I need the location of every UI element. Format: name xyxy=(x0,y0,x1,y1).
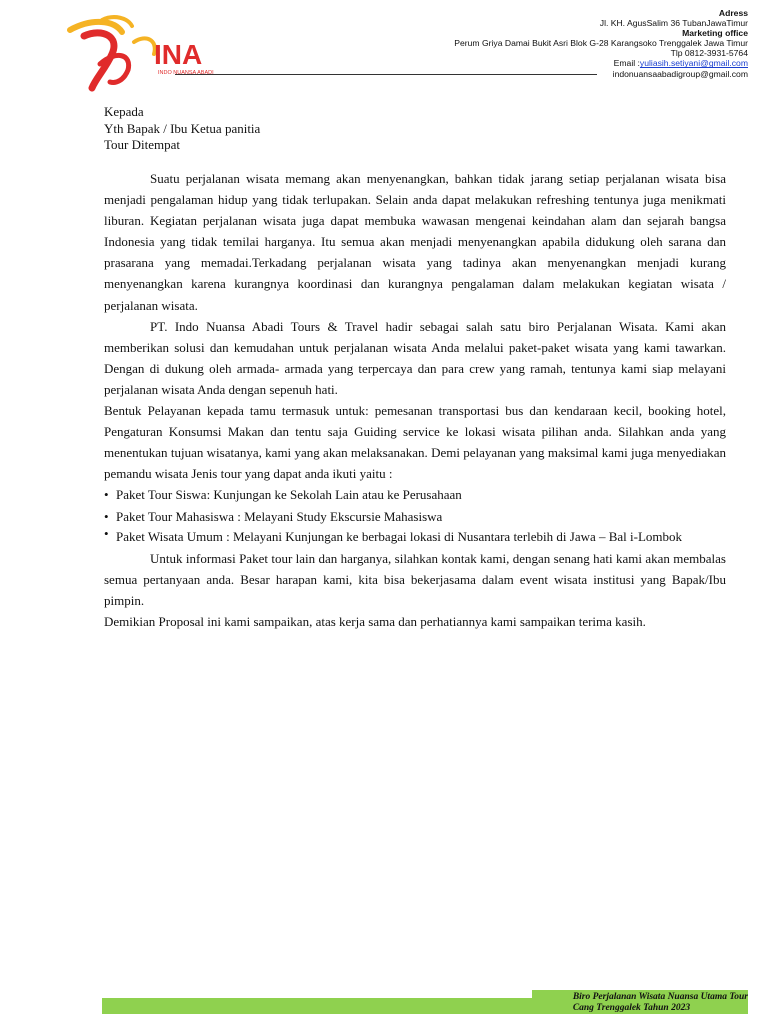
package-label: Paket Tour Siswa: Kunjungan ke Sekolah Lain atau ke Perusahaan xyxy=(116,487,462,503)
email-prefix: Email : xyxy=(613,58,640,69)
bullet-icon: • xyxy=(104,508,109,524)
company-logo xyxy=(62,14,232,92)
list-item xyxy=(104,506,726,527)
salutation-line-1: Kepada xyxy=(104,104,144,119)
salutation xyxy=(104,104,260,154)
tour-package-list xyxy=(104,484,726,547)
footer-line-2: Cang Trenggalek Tahun 2023 xyxy=(572,1003,691,1013)
paragraph-services: Bentuk Pelayanan kepada tamu termasuk untuk: pemesanan transportasi bus dan kendaraan kecil, booking hotel, Pengaturan Konsumsi Makan dan tentu saja Guiding service ke lokasi wisata pilihan anda. Silahkan anda yang menentukan tujuan wisatanya, kami yang akan melaksanakan. Demi pelayanan yang maksimal kami juga menyediakan pemandu wisata Jenis tour yang dapat anda ikuti yaitu : xyxy=(104,403,726,482)
address-line: Jl. KH. AgusSalim 36 TubanJawaTimur xyxy=(599,18,748,29)
email-line xyxy=(328,58,748,68)
salutation-line-2: Yth Bapak / Ibu Ketua panitia xyxy=(104,120,261,136)
address-label: Adress xyxy=(718,8,748,18)
footer-line-1: Biro Perjalanan Wisata Nuansa Utama Tour xyxy=(572,992,748,1002)
footer-accent xyxy=(102,990,532,998)
paragraph-closing: Demikian Proposal ini kami sampaikan, atas kerja sama dan perhatiannya kami sampaikan terima kasih. xyxy=(104,613,646,629)
logo-subtext: INDO NUANSA ABADI xyxy=(158,70,214,76)
email-link-1[interactable]: yuliasih.setiyani@gmail.com xyxy=(639,58,748,69)
package-label: Paket Tour Mahasiswa : Melayani Study Ekscursie Mahasiswa xyxy=(116,508,443,524)
salutation-line-3: Tour Ditempat xyxy=(104,137,180,152)
ina-logo-graphic xyxy=(62,14,232,92)
marketing-label: Marketing office xyxy=(682,28,748,39)
bullet-icon: • xyxy=(104,487,109,503)
footer-text xyxy=(573,992,748,1014)
paragraph-contact: Untuk informasi Paket tour lain dan harganya, silahkan kontak kami, dengan senang hati kami akan membalas semua pertanyaan anda. Besar harapan kami, kita bisa bekerjasama dalam event wisata institusi yang Bapak/Ibu pimpin. xyxy=(104,550,726,608)
list-item xyxy=(104,527,726,548)
list-item xyxy=(104,484,726,505)
bullet-icon: • xyxy=(104,525,109,541)
phone-line: Tlp 0812-3931-5764 xyxy=(670,48,748,59)
paragraph-company: PT. Indo Nuansa Abadi Tours & Travel hadir sebagai salah satu biro Perjalanan Wisata. Kami akan memberikan solusi dan kemudahan untuk perjalanan wisata Anda melalui paket-paket wisata yang kami tawarkan. Dengan di dukung oleh armada- armada yang terpercaya dan para crew yang ramah, tentunya kami siap melayani perjalanan wisata Anda dengan sepenuh hati. xyxy=(104,318,726,397)
email-line-2: indonuansaabadigroup@gmail.com xyxy=(612,68,748,79)
package-label: Paket Wisata Umum : Melayani Kunjungan ke berbagai lokasi di Nusantara terlebih di Jawa – Bal i-Lombok xyxy=(116,528,683,544)
letter-body xyxy=(104,168,726,632)
letterhead-contact xyxy=(328,8,748,79)
paragraph-intro: Suatu perjalanan wisata memang akan menyenangkan, bahkan tidak jarang setiap perjalanan wisata bisa menjadi pengalaman hidup yang tidak terlupakan. Selain anda dapat melakukan refreshing tentunya juga menikmati liburan. Kegiatan perjalanan wisata juga dapat membuka wawasan mengenai keindahan alam dan sejarah bangsa Indonesia yang tidak temilai harganya. Itu semua akan menjadi menyenangkan apabila didukung oleh sarana dan prasarana yang memadai.Terkadang perjalanan wisata yang tadinya akan menyenangkan menjadi kurang menyenangkan karena kurangnya koordinasi dan kurangnya pengalaman dalam melakukan kegiatan wisata / perjalanan wisata. xyxy=(104,171,726,313)
logo-text: INA xyxy=(154,39,203,70)
header-divider xyxy=(175,74,597,75)
marketing-line: Perum Griya Damai Bukit Asri Blok G-28 Karangsoko Trenggalek Jawa Timur xyxy=(454,38,748,49)
